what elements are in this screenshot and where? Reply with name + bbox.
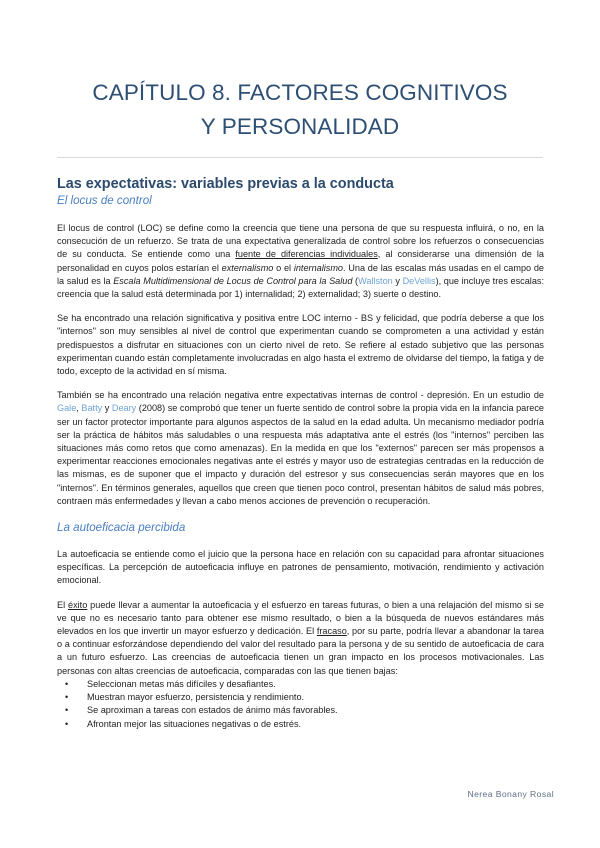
subheading-locus-de-control: El locus de control [57, 194, 152, 207]
reference-link-batty[interactable]: Batty [81, 403, 103, 414]
paragraph-exito-fracaso: El éxito puede llevar a aumentar la autoeficacia y el esfuerzo en tareas futuras, o bien a una relajación del mismo si se ve que no es necesario tanto para obtener ese mismo resultado, o bien a la búsqueda de nuevos estándares más elevados en los que invertir un mayor esfuerzo y dedicación. El fracaso, por su parte, podría llevar a abandonar la tarea o a continuar esforzándose dependiendo del valor del resultado para la persona y de su sentido de autoeficacia de cara a un futuro esfuerzo. Las creencias de autoeficacia tienen un gran impacto en los procesos motivacionales. Las personas con altas creencias de autoeficacia, comparadas con las que tienen bajas: [57, 599, 544, 676]
reference-link-devellis[interactable]: DeVellis [402, 275, 436, 286]
chapter-title [40, 76, 560, 144]
list-item: • Seleccionan metas más difíciles y desafiantes. [87, 678, 544, 691]
section-heading-expectativas: Las expectativas: variables previas a la conducta [57, 176, 394, 192]
chapter-title-line-1: CAPÍTULO 8. FACTORES COGNITIVOS [92, 80, 508, 105]
list-item: • Afrontan mejor las situaciones negativas o de estrés. [87, 718, 544, 731]
underlined-term-fracaso: fracaso [316, 626, 347, 637]
paragraph-loc-wellbeing: Se ha encontrado una relación significativa y positiva entre LOC interno - BS y felicidad, que podría deberse a que los "internos" son muy sensibles al nivel de control que experimentan cuando se comprometen a una actividad y están predispuestos a disfrutar en situaciones con un cierto nivel de reto. Se refiere al estado subjetivo que las personas experimentan cuando están completamente involucradas en algo hasta el extremo de olvidarse del tiempo, la fatiga y de todo, excepto de la actividad en sí misma. [57, 313, 544, 377]
reference-link-deary[interactable]: Deary [111, 403, 137, 414]
paragraph-autoeficacia-definition: La autoeficacia se entiende como el juicio que la persona hace en relación con su capacidad para afrontar situaciones específicas. La percepción de autoeficacia influye en patrones de pensamiento, motivación, rendimiento y activación emocional. [57, 549, 544, 586]
reference-link-wallston[interactable]: Wallston [358, 275, 393, 286]
underlined-term: fuente de diferencias individuales [235, 249, 378, 260]
chapter-title-line-2: Y PERSONALIDAD [200, 114, 400, 139]
underlined-term-exito: éxito [68, 599, 88, 610]
page-content [57, 175, 544, 731]
footer-author: Nerea Bonany Rosal [467, 789, 554, 799]
title-divider [57, 157, 543, 158]
paragraph-loc-depression: También se ha encontrado una relación negativa entre expectativas internas de control - depresión. En un estudio de Gale, Batty y Deary (2008) se comprobó que tener un fuerte sentido de control sobre la propia vida en la infancia parece ser un factor protector importante para algunos aspectos de la salud en la edad adulta. Un mecanismo mediador podría ser la práctica de hábitos más saludables o una respuesta más adaptativa ante el estrés (los "internos" perciben las situaciones más como retos que como amenazas). En la medida en que los "externos" parecen ser más propensos a experimentar reacciones emocionales negativas ante el estrés y mayor uso de estrategias centradas en la reducción de las mismas, es de suponer que el impacto y duración del estresor y sus consecuencias serán mayores que en los "internos". En términos generales, aquellos que creen que tienen poco control, presentan hábitos de salud más pobres, contraen más enfermedades y llevan a cabo menos acciones de prevención o recuperación. [57, 390, 544, 506]
bullet-list-autoeficacia [57, 678, 544, 731]
list-item: • Muestran mayor esfuerzo, persistencia y rendimiento. [87, 691, 544, 704]
paragraph-locus-definition: El locus de control (LOC) se define como la creencia que tiene una persona de que su respuesta influirá, o no, en la consecución de un refuerzo. Se trata de una expectativa generalizada de control sobre los refuerzos o consecuencias de su conducta. Se entiende como una fuente de diferencias individuales, al considerarse una dimensión de la personalidad en cuyos polos estarían el externalismo o el internalismo. Una de las escalas más usadas en el campo de la salud es la Escala Multidimensional de Locus de Control para la Salud (Wallston y DeVellis), que incluye tres escalas: creencia que la salud está determinada por 1) internalidad; 2) externalidad; 3) suerte o destino. [57, 223, 544, 300]
list-item: • Se aproximan a tareas con estados de ánimo más favorables. [87, 704, 544, 717]
reference-link-gale[interactable]: Gale [57, 403, 77, 414]
subheading-autoeficacia: La autoeficacia percibida [57, 521, 186, 535]
scale-name: Escala Multidimensional de Locus de Control para la Salud [113, 275, 353, 286]
